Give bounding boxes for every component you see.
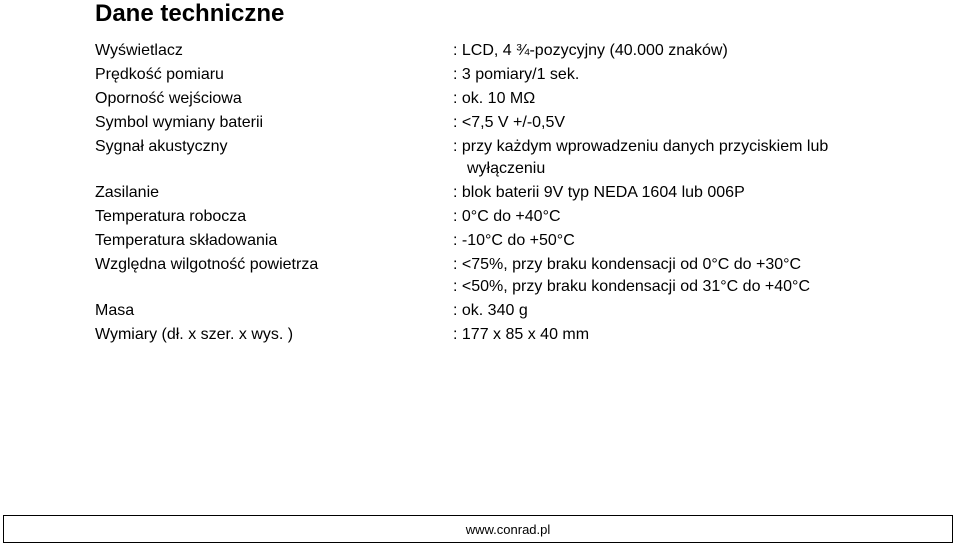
spec-value: : przy każdym wprowadzeniu danych przyciskiem lub [453,138,829,155]
spec-label: Wymiary (dł. x szer. x wys. ) [95,326,294,343]
spec-row-display [95,40,915,62]
spec-values [453,206,915,228]
spec-value: : 177 x 85 x 40 mm [453,326,590,343]
spec-values [453,324,915,346]
spec-label: Temperatura robocza [95,208,247,225]
spec-row-acoustic-signal [95,136,915,180]
spec-label: Wyświetlacz [95,42,183,59]
spec-values [453,88,915,110]
spec-values [453,112,915,134]
spec-value: : <7,5 V +/-0,5V [453,114,566,131]
page-title: Dane techniczne [95,0,285,27]
spec-label: Zasilanie [95,184,160,201]
spec-values [453,64,915,86]
spec-values [453,254,915,298]
spec-value: : LCD, 4 ¾-pozycyjny (40.000 znaków) [453,42,728,59]
spec-value: wyłączeniu [467,160,546,177]
spec-row-dimensions [95,324,915,346]
spec-row-humidity [95,254,915,298]
spec-row-measure-speed [95,64,915,86]
spec-values [453,40,915,62]
spec-values [453,182,915,204]
page-footer [3,515,953,543]
spec-values [453,230,915,252]
spec-row-battery-symbol [95,112,915,134]
spec-value: : <75%, przy braku kondensacji od 0°C do +30°C [453,256,802,273]
spec-label: Temperatura składowania [95,232,278,249]
spec-value: : ok. 10 MΩ [453,90,536,107]
spec-value: : ok. 340 g [453,302,528,319]
spec-value: : blok baterii 9V typ NEDA 1604 lub 006P [453,184,745,201]
spec-table [95,40,915,348]
spec-label: Masa [95,302,135,319]
spec-value: : 0°C do +40°C [453,208,561,225]
spec-row-storage-temp [95,230,915,252]
spec-label: Oporność wejściowa [95,90,242,107]
spec-label: Względna wilgotność powietrza [95,256,319,273]
spec-row-power [95,182,915,204]
spec-label: Sygnał akustyczny [95,138,228,155]
spec-row-input-resistance [95,88,915,110]
spec-value: : 3 pomiary/1 sek. [453,66,580,83]
spec-label: Prędkość pomiaru [95,66,224,83]
spec-value: : -10°C do +50°C [453,232,575,249]
spec-values [453,136,915,180]
spec-values [453,300,915,322]
spec-row-weight [95,300,915,322]
spec-label: Symbol wymiany baterii [95,114,264,131]
footer-url[interactable]: www.conrad.pl [465,522,551,537]
spec-value: : <50%, przy braku kondensacji od 31°C do +40°C [453,278,811,295]
spec-row-operating-temp [95,206,915,228]
